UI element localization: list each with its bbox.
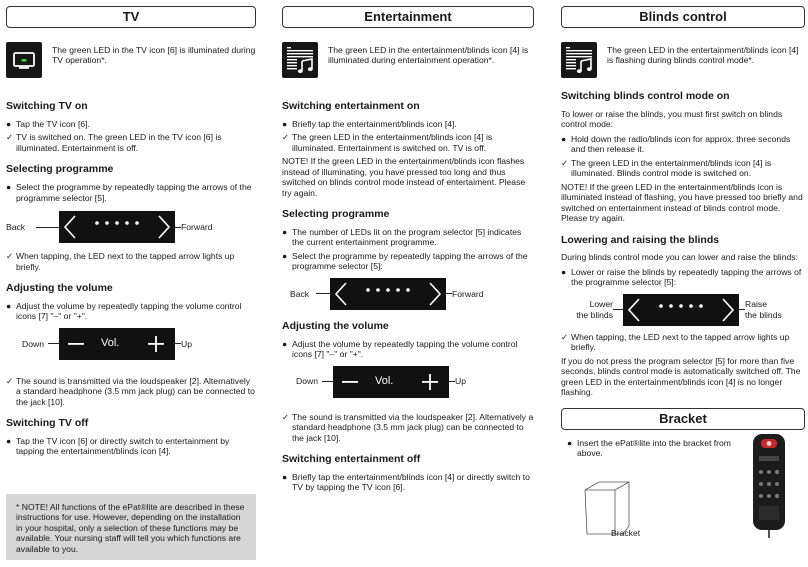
bullet-icon: ● [282,471,288,482]
entertainment-intro [282,42,534,78]
bracket-label: Bracket [611,527,641,538]
list-item: ✓ The green LED in the entertainment/blinds icon [4] is illuminated. Entertainment is switched on. TV is off. [282,132,493,153]
up-label: Up [455,376,466,387]
list-item: ● Lower or raise the blinds by repeatedly tapping the arrows of the programme selector [5]: [561,266,802,288]
list-item: ✓ When tapping, the LED next to the tapped arrow lights up briefly. [561,331,790,353]
check-icon: ✓ [6,375,14,386]
tv-volume-diagram [6,328,256,360]
tv-volume-heading: Adjusting the volume [6,281,113,294]
check-icon: ✓ [561,157,569,168]
entertainment-volume-section [282,320,534,443]
tv-title: TV [6,6,256,28]
list-item: ● Insert the ePat®lite into the bracket from above. [567,437,731,459]
tv-intro-text: The green LED in the TV icon [6] is illuminated during TV operation*. [52,45,256,66]
back-label: Back [290,288,310,299]
tv-volume-section [6,282,256,407]
forward-label: Forward [452,288,484,299]
entertainment-select-heading: Selecting programme [282,208,390,221]
tv-column [6,6,256,467]
entertainment-note: NOTE! If the green LED in the entertainment/blinds icon flashes instead of illuminating, you have pressed too long and thus switched on blinds control mode instead of entertaiment. Please try again. [282,156,526,198]
blinds-lower-section [561,234,805,398]
epat-device-illustration [747,430,791,540]
entertainment-programme-selector-diagram [282,278,534,310]
bullet-icon: ● [282,226,288,237]
list-item: ✓ The sound is transmitted via the loudspeaker [2]. Alternatively a standard headphone (3.5 mm jack plug) can be connected to the jack [10]. [282,411,534,443]
list-item: ✓ The green LED in the entertainment/blinds icon [4] is illuminated. Blinds control mode is switched on. [561,157,772,179]
entertainment-blinds-icon [561,42,597,78]
tv-switch-off-section [6,417,256,457]
entertainment-select-section [282,208,534,310]
volume-control [59,328,175,360]
bullet-icon: ● [282,250,288,261]
list-item: ● Adjust the volume by repeatedly tapping the volume control icons [7] "–" or "+". [282,338,518,360]
vol-label: Vol. [375,374,394,387]
up-label: Up [181,338,192,349]
bracket-section [561,438,805,538]
list-item: ● Tap the TV icon [6] or directly switch to entertainment by tapping the entertainment/blinds icon [4]. [6,436,230,457]
leader-line [613,309,623,310]
programme-selector [59,211,175,243]
entertainment-switch-on-heading: Switching entertainment on [282,100,420,112]
tv-select-section [6,163,256,272]
programme-selector [623,294,739,326]
bullet-icon: ● [561,133,567,144]
lower-label: Lower the blinds [576,299,613,320]
check-icon: ✓ [282,411,290,422]
functions-note: * NOTE! All functions of the ePat®lite are described in these instructions for use. However, depending on the installation in your hospital, only a selection of these functions may be available. Your nursing staff will tell you which functions are available to you. [6,494,256,560]
list-item: ● Briefly tap the entertainment/blinds icon [4]. [282,118,457,129]
check-icon: ✓ [561,331,569,342]
blinds-switch-on-text: To lower or raise the blinds, you must first switch on blinds control mode: [561,108,783,130]
bullet-icon: ● [567,437,573,448]
bracket-title: Bracket [561,408,805,430]
list-item: ● Select the programme by repeatedly tapping the arrows of the programme selector [5]. [6,182,252,203]
back-label: Back [6,221,26,232]
bullet-icon: ● [6,118,12,129]
leader-line [36,227,59,228]
blinds-title: Blinds control [561,6,805,28]
bullet-icon: ● [6,436,12,446]
list-item: ● Adjust the volume by repeatedly tapping the volume control icons [7] "–" or "+". [6,300,242,322]
list-item: ● Briefly tap the entertainment/blinds icon [4] or directly switch to TV by tapping the TV icon [6]. [282,471,530,493]
tv-select-heading: Selecting programme [6,163,114,176]
down-label: Down [22,338,44,349]
list-item: ● Hold down the radio/blinds icon for approx. three seconds and then release it. [561,133,791,155]
bullet-icon: ● [6,300,12,311]
programme-selector [330,278,446,310]
bullet-icon: ● [6,182,12,193]
list-item: ● Select the programme by repeatedly tapping the arrows of the programme selector [5]: [282,250,528,272]
tv-switch-off-heading: Switching TV off [6,417,89,430]
bullet-icon: ● [282,338,288,349]
check-icon: ✓ [282,132,290,143]
entertainment-volume-diagram [282,366,534,398]
leader-line [322,381,333,382]
leader-line [48,343,59,344]
entertainment-switch-off-section [282,453,534,493]
entertainment-intro-text: The green LED in the entertainment/blinds icon [4] is illuminated during entertainment operation*. [328,45,529,66]
leader-line [316,293,330,294]
tv-icon [6,42,42,78]
blinds-intro-text: The green LED in the entertainment/blinds icon [4] is flashing during blinds control mode*. [607,45,799,66]
blinds-lower-text: During blinds control mode you can lower and raise the blinds: [561,252,798,263]
entertainment-volume-heading: Adjusting the volume [282,319,389,332]
forward-label: Forward [181,221,213,232]
blinds-auto-off-text: If you do not press the program selector [5] for more than five seconds, blinds control mode is automatically switched off. The green LED in the entertainment/blinds icon [4] is no longer flashing. [561,355,801,398]
down-label: Down [296,376,318,387]
list-item: ● The number of LEDs lit on the program selector [5] indicates the current entertainment programme. [282,226,522,248]
bullet-icon: ● [561,266,567,277]
list-item: ✓ The sound is transmitted via the loudspeaker [2]. Alternatively a standard headphone (3.5 mm jack plug) can be connected to the jack [10]. [6,375,255,407]
entertainment-title: Entertainment [282,6,534,28]
list-item: ✓ TV is switched on. The green LED in the TV icon [6] is illuminated. Entertainment is off. [6,132,222,153]
blinds-column [561,6,805,538]
vol-label: Vol. [101,336,120,349]
check-icon: ✓ [6,132,14,143]
entertainment-column [282,6,534,503]
tv-intro [6,42,256,78]
blinds-intro [561,42,805,78]
entertainment-switch-on-section [282,100,534,198]
bullet-icon: ● [282,118,288,129]
tv-switch-on-heading: Switching TV on [6,100,88,112]
entertainment-switch-off-heading: Switching entertainment off [282,453,421,466]
list-item: ● Tap the TV icon [6]. [6,118,90,129]
check-icon: ✓ [6,251,14,262]
blinds-lower-heading: Lowering and raising the blinds [561,233,720,246]
blinds-switch-on-section [561,90,805,224]
list-item: ✓ When tapping, the LED next to the tapped arrow lights up briefly. [6,251,235,272]
blinds-switch-on-heading: Switching blinds control mode on [561,90,730,102]
blinds-selector-diagram [561,294,805,326]
blinds-note: NOTE! If the green LED in the entertainment/blinds icon is illuminated instead of flashing, you have pressed too briefly and switched on entertainment instead of blinds control mode. Please try again. [561,181,803,224]
raise-label: Raise the blinds [745,299,782,320]
tv-switch-on-section [6,100,256,153]
volume-control [333,366,449,398]
entertainment-blinds-icon [282,42,318,78]
tv-programme-selector-diagram [6,211,256,243]
